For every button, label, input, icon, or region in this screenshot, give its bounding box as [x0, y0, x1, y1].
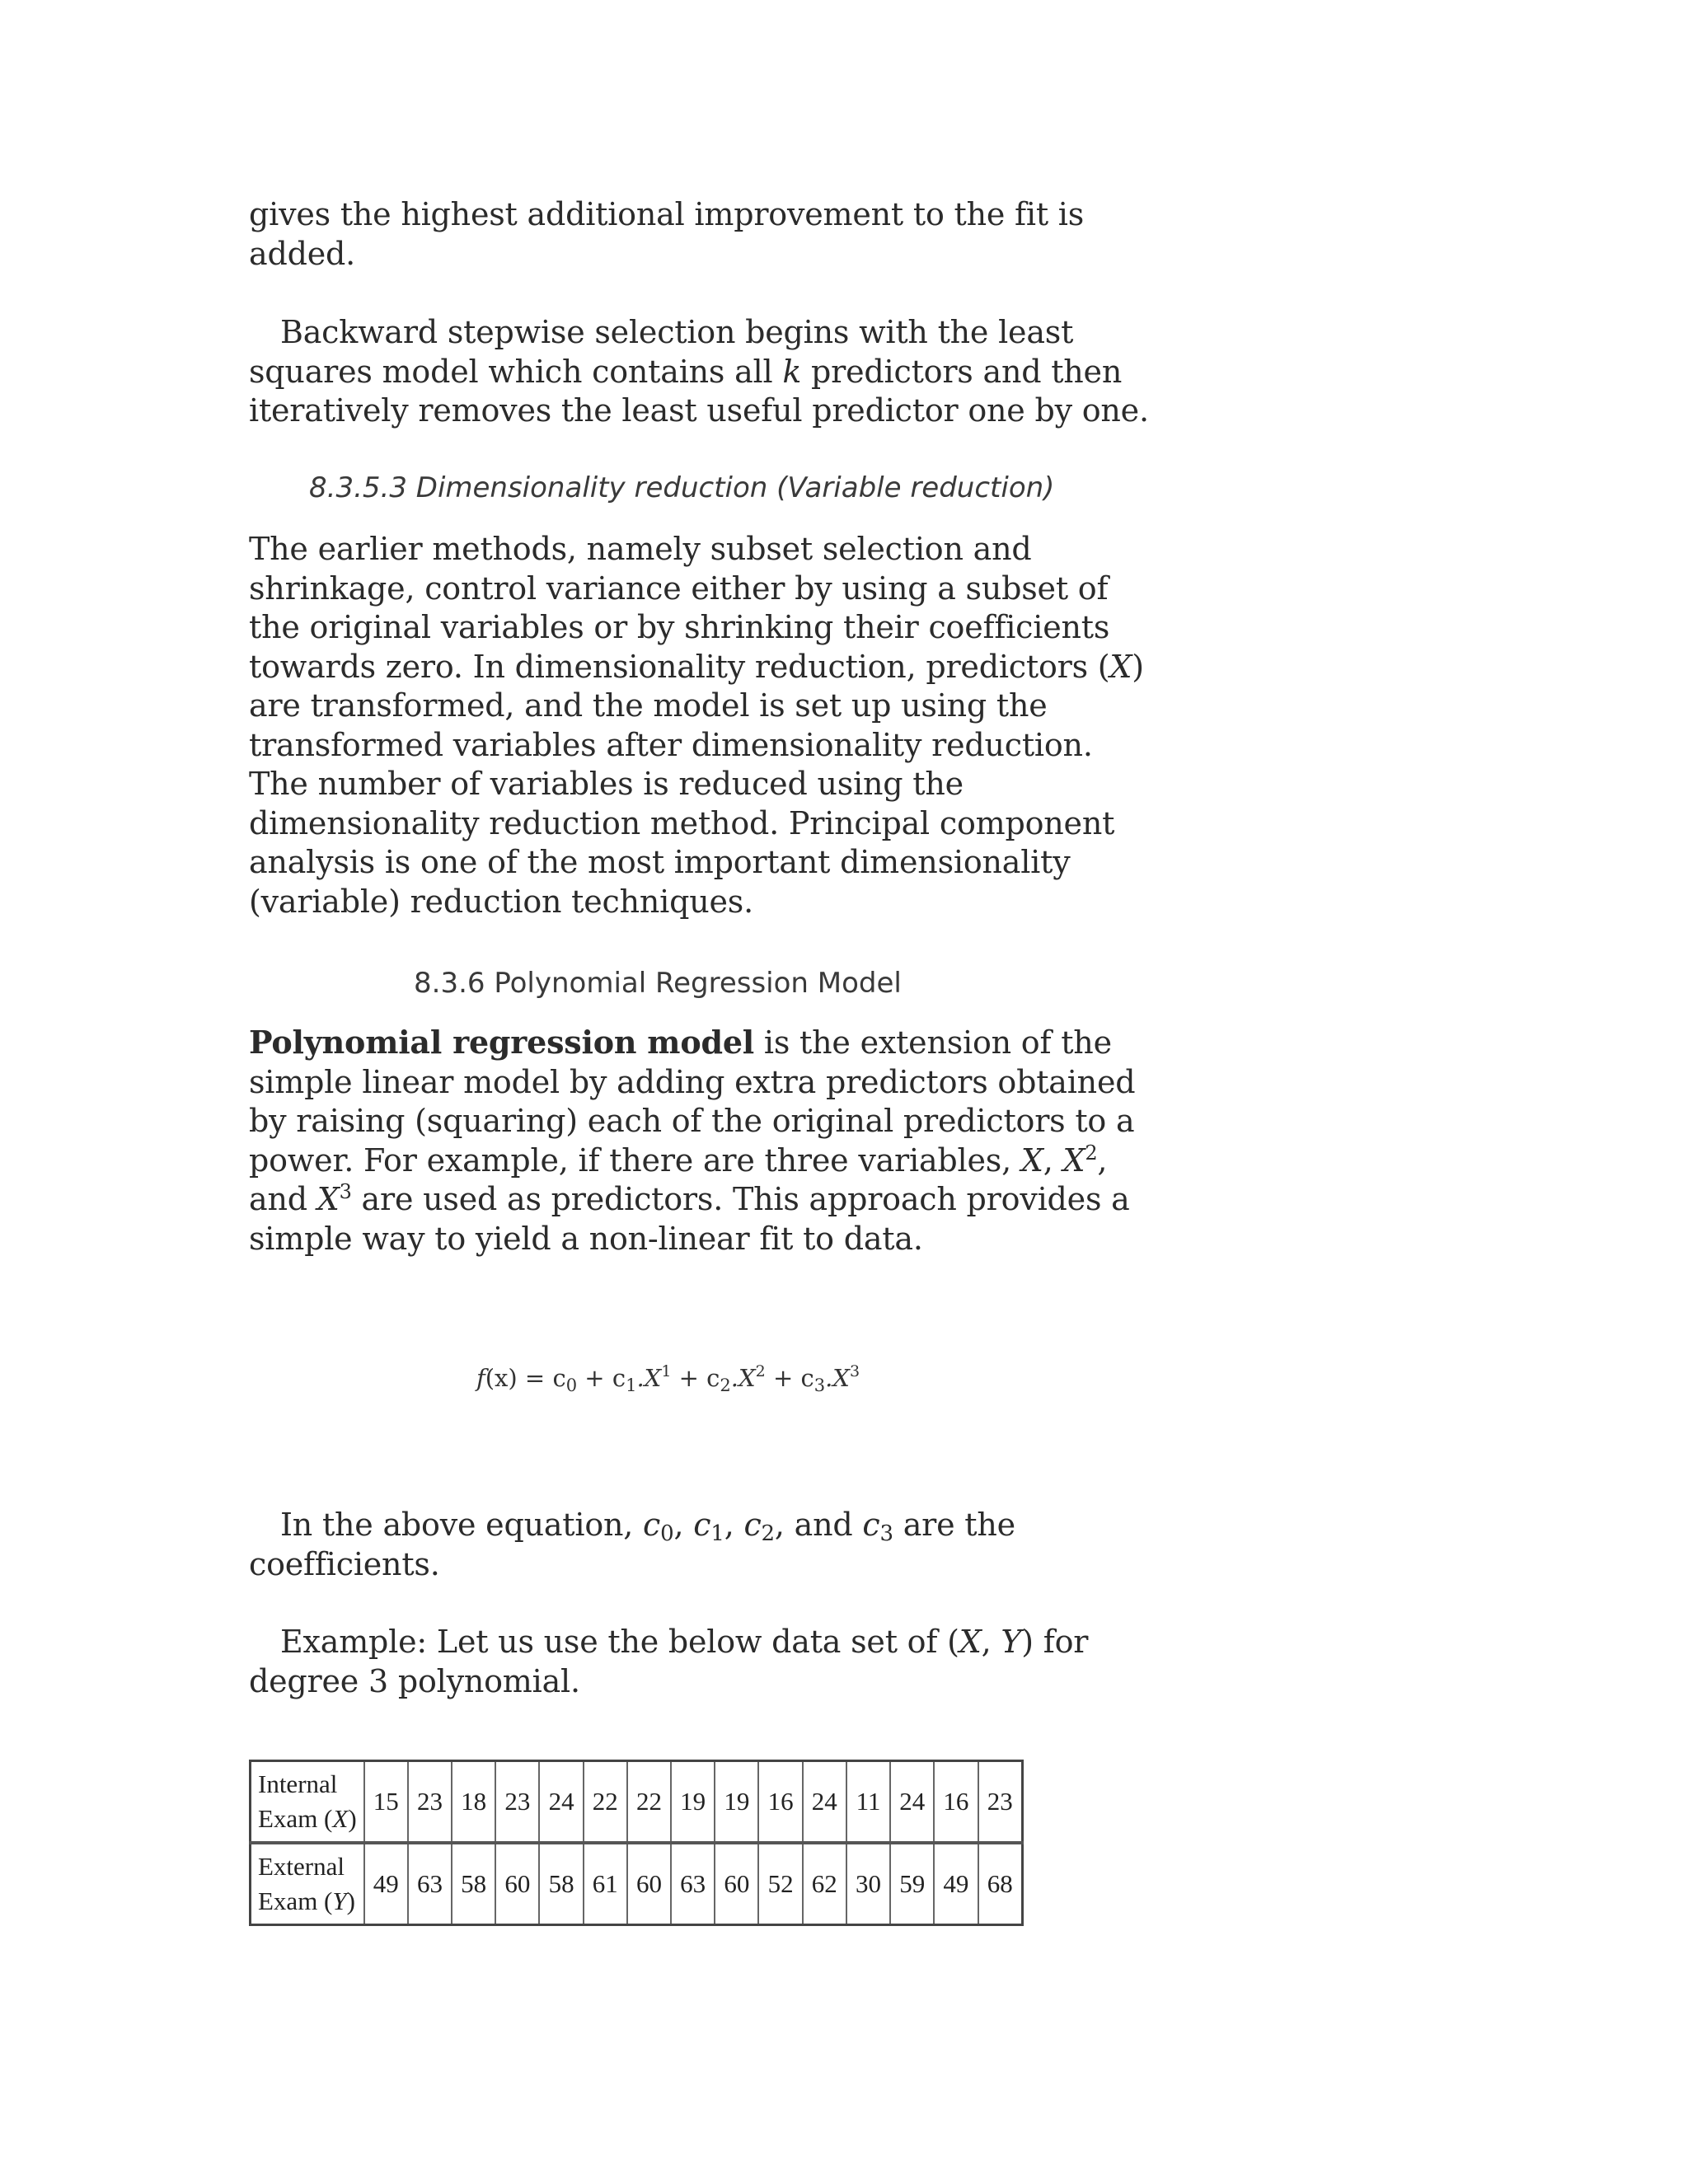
paragraph-forward-selection-end [249, 195, 1085, 274]
text-line [249, 1180, 1130, 1220]
row-header-internal-exam [251, 1761, 364, 1844]
variable-x: X [1020, 1141, 1043, 1179]
formula-part: + c [671, 1364, 720, 1392]
header-text: External [258, 1852, 345, 1881]
table-cell-x: 22 [627, 1761, 671, 1844]
exponent: 2 [1085, 1141, 1098, 1165]
table-cell-x: 16 [758, 1761, 802, 1844]
text-line: The earlier methods, namely subset selection and [249, 531, 1032, 567]
formula-part: .X [825, 1364, 850, 1392]
table-row-internal-exam [251, 1761, 1023, 1844]
text-line: coefficients. [249, 1545, 440, 1582]
formula-f: f [476, 1364, 485, 1392]
text-line: the original variables or by shrinking their coefficients [249, 609, 1110, 645]
text-line: added. [249, 235, 355, 272]
header-variable: X [332, 1804, 349, 1833]
table-cell-y: 60 [495, 1843, 539, 1925]
table-cell-y: 52 [758, 1843, 802, 1925]
data-table [249, 1760, 1024, 1926]
formula-part: (x) = c [485, 1364, 566, 1392]
text-segment: , [1097, 1141, 1108, 1179]
table-cell-x: 24 [803, 1761, 846, 1844]
text-line: dimensionality reduction method. Principal component [249, 804, 1115, 841]
header-variable: Y [332, 1886, 347, 1915]
text-segment: power. For example, if there are three variables, [249, 1141, 1021, 1179]
text-line: by raising (squaring) each of the original predictors to a [249, 1103, 1135, 1139]
table-cell-x: 15 [364, 1761, 408, 1844]
coefficient-c1: c [693, 1507, 711, 1543]
text-segment: are the [893, 1507, 1015, 1543]
table-cell-y: 60 [627, 1843, 671, 1925]
paragraph-example [249, 1623, 1089, 1701]
text-line: simple linear model by adding extra predictors obtained [249, 1063, 1136, 1100]
text-segment: ) [1132, 648, 1144, 685]
header-text: Internal [258, 1769, 338, 1798]
formula-exponent: 3 [849, 1362, 860, 1380]
text-line: (variable) reduction techniques. [249, 883, 753, 920]
table-cell-y: 63 [408, 1843, 452, 1925]
text-line [249, 648, 1144, 687]
formula-subscript: 0 [565, 1376, 578, 1395]
polynomial-formula [476, 1362, 860, 1395]
text-segment: ) for [1021, 1624, 1089, 1660]
formula-part: + c [765, 1364, 814, 1392]
text-line [249, 1023, 1112, 1063]
table-cell-x: 16 [934, 1761, 978, 1844]
table-cell-x: 11 [846, 1761, 890, 1844]
row-header-external-exam [251, 1843, 364, 1925]
text-segment: are used as predictors. This approach provides a [351, 1181, 1130, 1217]
table-cell-y: 63 [671, 1843, 715, 1925]
text-line: simple way to yield a non-linear fit to data. [249, 1220, 923, 1257]
exponent: 3 [339, 1180, 352, 1203]
formula-exponent: 1 [661, 1362, 672, 1380]
paragraph-polynomial-regression [249, 1023, 1136, 1258]
text-line: The number of variables is reduced using the [249, 766, 964, 802]
text-segment: , [724, 1507, 744, 1543]
variable-x: X [1062, 1141, 1085, 1179]
formula-part: .X [730, 1364, 756, 1392]
table-cell-x: 24 [890, 1761, 934, 1844]
paragraph-backward-stepwise [249, 313, 1149, 431]
header-text: ) [348, 1804, 357, 1833]
table-cell-y: 58 [452, 1843, 495, 1925]
variable-x: X [1109, 648, 1132, 685]
table-cell-x: 23 [978, 1761, 1023, 1844]
coefficient-c3: c [862, 1507, 880, 1543]
subscript: 0 [660, 1521, 674, 1546]
table-row-external-exam [251, 1843, 1023, 1925]
subscript: 2 [761, 1521, 775, 1546]
variable-y: Y [1001, 1624, 1022, 1660]
table-cell-x: 23 [495, 1761, 539, 1844]
text-line [249, 1506, 1040, 1545]
section-heading-dimensionality-reduction: 8.3.5.3 Dimensionality reduction (Variable reduction) [309, 471, 1055, 504]
table-cell-y: 49 [934, 1843, 978, 1925]
text-line: analysis is one of the most important dimensionality [249, 844, 1071, 880]
text-line [249, 353, 1123, 392]
text-line: transformed variables after dimensionality reduction. [249, 726, 1093, 763]
table-cell-y: 59 [890, 1843, 934, 1925]
text-line: degree 3 polynomial. [249, 1662, 580, 1699]
variable-x: X [959, 1624, 982, 1660]
table-cell-x: 18 [452, 1761, 495, 1844]
formula-exponent: 2 [755, 1362, 766, 1380]
table-cell-y: 62 [803, 1843, 846, 1925]
formula-subscript: 2 [720, 1376, 731, 1395]
text-segment: and [249, 1181, 317, 1217]
text-segment: , and [774, 1507, 863, 1543]
text-segment: squares model which contains all [249, 353, 783, 390]
text-line: Backward stepwise selection begins with the least [280, 314, 1074, 350]
table-cell-y: 49 [364, 1843, 408, 1925]
formula-subscript: 1 [626, 1376, 637, 1395]
variable-x: X [316, 1181, 340, 1217]
text-segment: , [1043, 1141, 1063, 1179]
table-cell-y: 30 [846, 1843, 890, 1925]
table-cell-y: 61 [584, 1843, 627, 1925]
formula-part: + c [577, 1364, 626, 1392]
header-text: ) [346, 1886, 355, 1915]
text-segment: , [673, 1507, 694, 1543]
header-text: Exam ( [258, 1804, 333, 1833]
coefficient-c2: c [743, 1507, 762, 1543]
table-cell-x: 19 [715, 1761, 758, 1844]
subscript: 3 [879, 1521, 893, 1546]
table-cell-x: 19 [671, 1761, 715, 1844]
bold-term: Polynomial regression model [249, 1024, 755, 1061]
section-heading-polynomial-regression: 8.3.6 Polynomial Regression Model [414, 967, 902, 1000]
text-line: shrinkage, control variance either by using a subset of [249, 569, 1109, 607]
table-cell-x: 22 [584, 1761, 627, 1844]
paragraph-dimensionality-reduction [249, 530, 1144, 921]
text-segment: is the extension of the [754, 1024, 1112, 1061]
coefficient-c0: c [643, 1507, 661, 1543]
paragraph-coefficients [249, 1506, 1040, 1584]
text-segment: towards zero. In dimensionality reduction, predictors ( [249, 648, 1110, 685]
text-line: iteratively removes the least useful predictor one by one. [249, 392, 1149, 429]
text-line [249, 1141, 1108, 1181]
table-cell-y: 60 [715, 1843, 758, 1925]
table-cell-y: 58 [539, 1843, 583, 1925]
table-cell-y: 68 [978, 1843, 1023, 1925]
table-cell-x: 24 [539, 1761, 583, 1844]
text-line [249, 1623, 1089, 1662]
formula-part: .X [636, 1364, 662, 1392]
text-line: gives the highest additional improvement to the fit is [249, 196, 1085, 232]
variable-k: k [782, 353, 802, 390]
table-cell-x: 23 [408, 1761, 452, 1844]
header-text: Exam ( [258, 1886, 333, 1915]
text-segment: , [981, 1624, 1001, 1660]
subscript: 1 [710, 1521, 724, 1546]
text-segment: predictors and then [801, 353, 1123, 390]
formula-subscript: 3 [814, 1376, 826, 1395]
text-line: are transformed, and the model is set up using the [249, 687, 1048, 724]
text-segment: Example: Let us use the below data set of ( [280, 1624, 959, 1660]
text-segment: In the above equation, [280, 1507, 644, 1543]
